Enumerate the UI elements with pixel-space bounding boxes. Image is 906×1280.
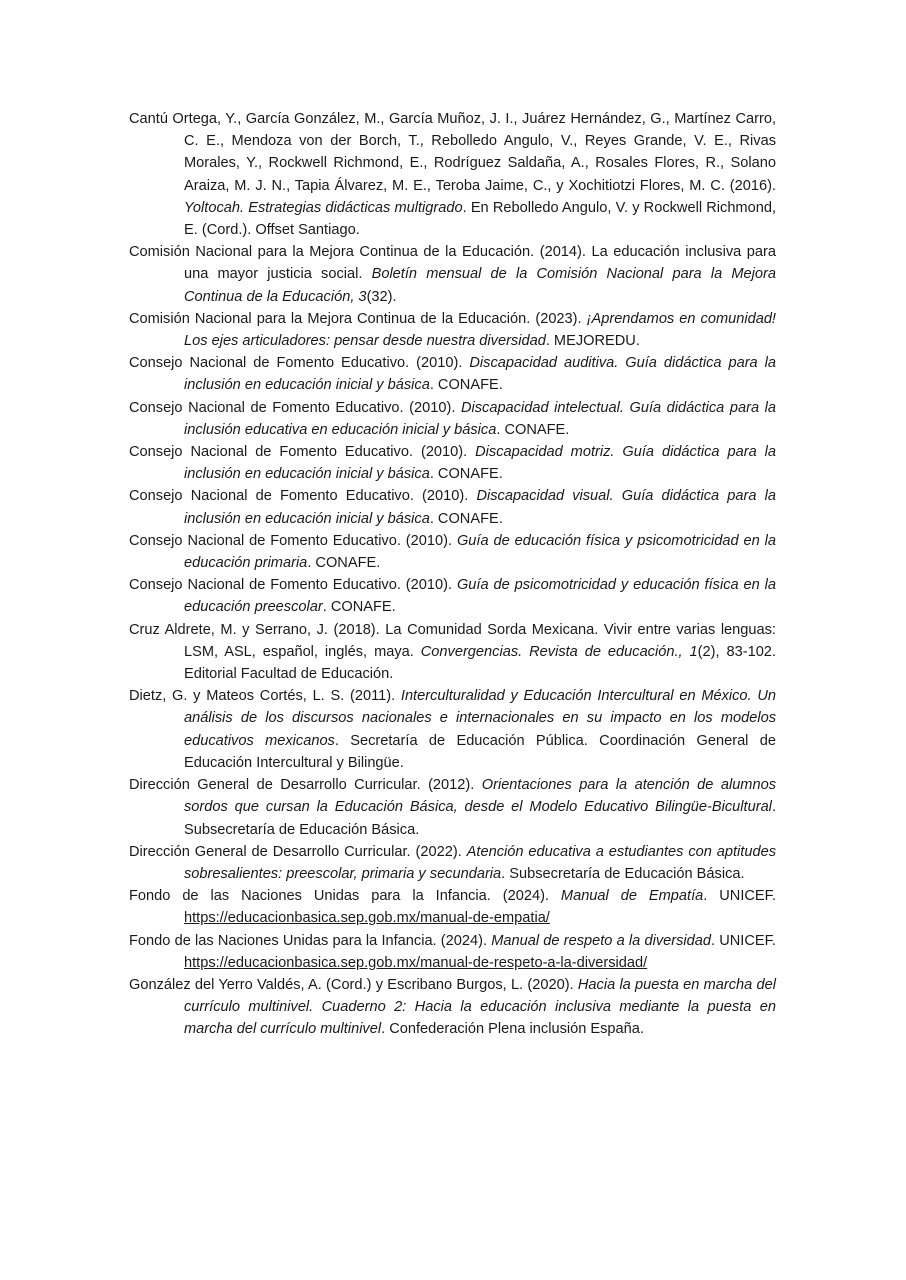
reference-text: (32).	[366, 288, 397, 305]
reference-title: Guía de educación física y psicomotricidad en la educación primaria	[184, 532, 777, 572]
reference-text: Consejo Nacional de Fomento Educativo. (2010).	[129, 577, 457, 594]
reference-entry	[129, 485, 776, 529]
reference-text: Consejo Nacional de Fomento Educativo. (2010).	[129, 532, 457, 549]
reference-entry	[129, 930, 776, 974]
reference-text: Consejo Nacional de Fomento Educativo. (2010).	[129, 488, 477, 505]
reference-text: Fondo de las Naciones Unidas para la Infancia. (2024).	[129, 888, 561, 905]
reference-text: . CONAFE.	[429, 510, 503, 527]
reference-text: Consejo Nacional de Fomento Educativo. (2010).	[129, 399, 461, 416]
reference-list	[129, 108, 776, 1041]
reference-title: Convergencias. Revista de educación., 1	[420, 643, 698, 660]
reference-title: Interculturalidad y Educación Intercultural en México. Un análisis de los discursos nacionales e internacionales en su impacto en los modelos educativos mexicanos	[184, 688, 776, 749]
reference-title: Orientaciones para la atención de alumnos sordos que cursan la Educación Básica, desde el Modelo Educativo Bilingüe-Bicultural	[184, 777, 776, 816]
reference-title: Guía de psicomotricidad y educación física en la educación preescolar	[184, 577, 777, 616]
reference-text: . UNICEF.	[710, 932, 776, 949]
reference-entry	[129, 774, 776, 841]
reference-entry	[129, 108, 776, 241]
reference-entry	[129, 352, 776, 396]
reference-text: . Subsecretaría de Educación Básica.	[184, 799, 776, 838]
reference-text: . CONAFE.	[322, 599, 396, 616]
reference-entry	[129, 619, 776, 686]
reference-title: Atención educativa a estudiantes con aptitudes sobresalientes: preescolar, primaria y secundaria	[184, 843, 776, 882]
reference-text: Consejo Nacional de Fomento Educativo. (2010).	[129, 355, 470, 372]
reference-text: Consejo Nacional de Fomento Educativo. (2010).	[129, 444, 476, 461]
reference-text: . Subsecretaría de Educación Básica.	[501, 865, 745, 882]
reference-link[interactable]: https://educacionbasica.sep.gob.mx/manual-de-respeto-a-la-diversidad/	[184, 954, 648, 971]
reference-text: Comisión Nacional para la Mejora Continua de la Educación. (2023).	[129, 310, 587, 327]
reference-entry	[129, 241, 776, 308]
reference-entry	[129, 574, 776, 618]
reference-title: Hacia la puesta en marcha del currículo multinivel. Cuaderno 2: Hacia la educación inclusiva mediante la puesta en marcha del currículo multinivel	[184, 976, 776, 1038]
reference-text: . CONAFE.	[496, 421, 570, 438]
reference-text: . En Rebolledo Angulo, V. y Rockwell Richmond, E. (Cord.). Offset Santiago.	[184, 199, 776, 239]
reference-text: . CONAFE.	[429, 466, 503, 483]
reference-entry	[129, 885, 776, 929]
reference-entry	[129, 685, 776, 774]
reference-title: Manual de respeto a la diversidad	[491, 932, 711, 949]
reference-text: . CONAFE.	[307, 555, 381, 572]
reference-text: . UNICEF.	[703, 888, 776, 905]
reference-title: Yoltocah. Estrategias didácticas multigrado	[184, 199, 463, 216]
reference-text: Dirección General de Desarrollo Curricular. (2012).	[129, 777, 482, 794]
reference-entry	[129, 308, 776, 352]
reference-entry	[129, 530, 776, 574]
reference-title: Manual de Empatía	[560, 888, 704, 905]
reference-title: Boletín mensual de la Comisión Nacional para la Mejora Continua de la Educación, 3	[184, 266, 776, 305]
reference-title: Discapacidad auditiva. Guía didáctica para la inclusión en educación inicial y básica	[184, 355, 777, 394]
reference-entry	[129, 974, 776, 1041]
reference-text: . Secretaría de Educación Pública. Coordinación General de Educación Intercultural y Bilingüe.	[184, 732, 776, 771]
reference-entry	[129, 441, 776, 485]
reference-link[interactable]: https://educacionbasica.sep.gob.mx/manual-de-empatia/	[184, 910, 550, 927]
reference-text: . Confederación Plena inclusión España.	[381, 1021, 644, 1038]
reference-text: Comisión Nacional para la Mejora Continua de la Educación. (2014). La educación inclusiva para una mayor justicia social.	[129, 244, 776, 283]
reference-text: Dietz, G. y Mateos Cortés, L. S. (2011).	[129, 688, 401, 705]
reference-text: . CONAFE.	[429, 377, 503, 394]
reference-title: Discapacidad visual. Guía didáctica para la inclusión en educación inicial y básica	[184, 488, 776, 527]
reference-entry	[129, 841, 776, 885]
reference-text: Dirección General de Desarrollo Curricular. (2022).	[129, 843, 467, 860]
reference-text: Cantú Ortega, Y., García González, M., García Muñoz, J. I., Juárez Hernández, G., Martínez Carro, C. E., Mendoza von der Borch, T., Rebolledo Angulo, V., Reyes Grande, V. E., Rivas Morales, Y., Rockwell Richmond, E., Rodríguez Saldaña, A., Rosales Flores, R., Solano Araiza, M. J. N., Tapia Álvarez, M. E., Teroba Jaime, C., y Xochitiotzi Flores, M. C. (2016).	[129, 111, 776, 194]
reference-text: Fondo de las Naciones Unidas para la Infancia. (2024).	[129, 932, 492, 949]
reference-text: (2), 83-102. Editorial Facultad de Educación.	[184, 643, 776, 683]
reference-text: González del Yerro Valdés, A. (Cord.) y Escribano Burgos, L. (2020).	[129, 976, 578, 993]
reference-title: ¡Aprendamos en comunidad! Los ejes articuladores: pensar desde nuestra diversidad	[184, 310, 776, 350]
reference-text: Cruz Aldrete, M. y Serrano, J. (2018). La Comunidad Sorda Mexicana. Vivir entre varias lenguas: LSM, ASL, español, inglés, maya.	[129, 621, 776, 660]
reference-title: Discapacidad motriz. Guía didáctica para la inclusión en educación inicial y básica	[184, 444, 776, 483]
reference-title: Discapacidad intelectual. Guía didáctica para la inclusión educativa en educación inicial y básica	[184, 399, 776, 438]
reference-text: . MEJOREDU.	[545, 333, 640, 350]
reference-entry	[129, 397, 776, 441]
